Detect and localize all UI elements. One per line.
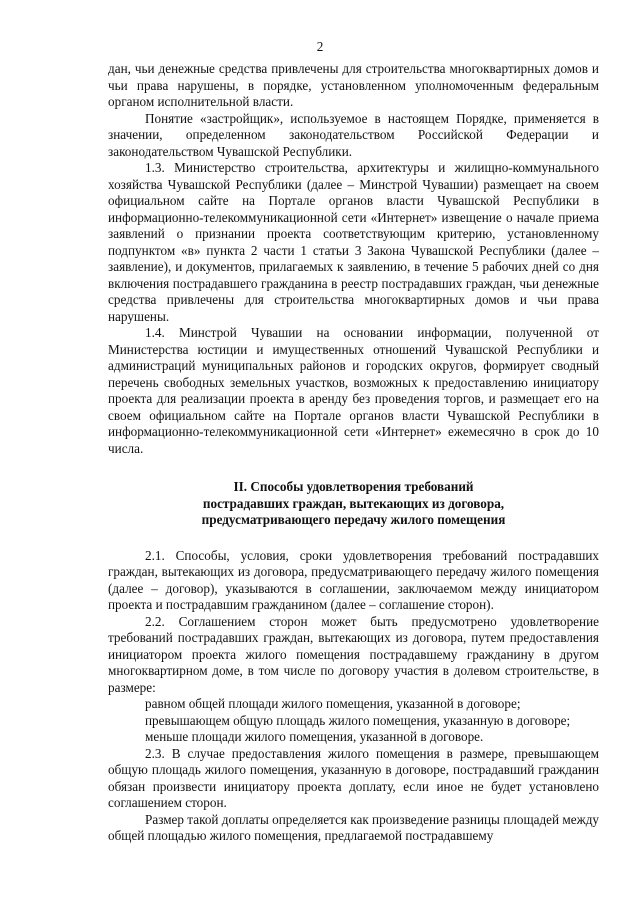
section-heading-line-1: II. Способы удовлетворения требований <box>233 479 474 494</box>
section-heading-line-2: пострадавших граждан, вытекающих из договора, <box>202 495 505 511</box>
paragraph-continuation: дан, чьи денежные средства привлечены для строительства многоквартирных домов и чьи права нарушены, в порядке, установленном уполномоченным федеральным органом исполнительной власти. <box>108 61 599 109</box>
paragraph-2-1: 2.1. Способы, условия, сроки удовлетворения требований пострадавших граждан, вытекающих из договора, предусматривающего передачу жилого помещения (далее – договор), указываются в соглашении, заключаемом между инициатором проекта и пострадавшим гражданином (далее – соглашение сторон). <box>108 547 599 612</box>
paragraph-developer-definition: Понятие «застройщик», используемое в настоящем Порядке, применяется в значении, определенном законодательством Российской Федерации и законодательством Чувашской Республики. <box>108 110 599 159</box>
list-item-less-area: меньше площади жилого помещения, указанной в договоре. <box>145 729 484 744</box>
paragraph-2-3: 2.3. В случае предоставления жилого помещения в размере, превышающем общую площадь жилого помещения, указанную в договоре, пострадавший гражданин обязан произвести инициатору проекта доплату, если иное не будет установлено соглашением сторон. <box>108 745 599 810</box>
document-body <box>108 61 599 845</box>
paragraph-surcharge: Размер такой доплаты определяется как произведение разницы площадей между общей площадью жилого помещения, предлагаемой пострадавшему <box>108 811 599 843</box>
paragraph-1-4: 1.4. Минстрой Чувашии на основании информации, полученной от Министерства юстиции и имущественных отношений Чувашской Республики и администраций муниципальных районов и городских округов, формирует сводный перечень свободных земельных участков, возможных к предоставлению инициатору проекта для реализации проекта в аренду без проведения торгов, и размещает его на своем официальном сайте на Портале органов власти Чувашской Республики в информационно-телекоммуникационной сети «Интернет» ежемесячно в срок до 10 числа. <box>108 325 599 456</box>
list-item-exceeding-area: превышающем общую площадь жилого помещения, указанную в договоре; <box>145 712 571 728</box>
paragraph-2-2: 2.2. Соглашением сторон может быть предусмотрено удовлетворение требований пострадавших граждан, вытекающих из договора, путем предоставления инициатором проекта жилого помещения пострадавшему гражданину в другом многоквартирном доме, в том числе по договору участия в долевом строительстве, в размере: <box>108 613 599 695</box>
page-number: 2 <box>316 39 324 54</box>
list-item-equal-area: равном общей площади жилого помещения, указанной в договоре; <box>145 696 521 711</box>
section-heading-line-3: предусматривающего передачу жилого помещения <box>201 512 506 527</box>
section-heading <box>108 479 599 529</box>
paragraph-1-3: 1.3. Министерство строительства, архитектуры и жилищно-коммунального хозяйства Чувашской Республики (далее – Минстрой Чувашии) размещает на своем официальном сайте на Портале органов власти Чувашской Республики в информационно-телекоммуникационной сети «Интернет» извещение о начале приема заявлений о признании проекта соответствующим критерию, установленному подпунктом «в» пункта 2 части 1 статьи 3 Закона Чувашской Республики (далее – заявление), и документов, прилагаемых к заявлению, в течение 5 рабочих дней со дня включения пострадавшего гражданина в реестр пострадавших граждан, чьи денежные средства привлечены для строительства многоквартирных домов и чьи права нарушены. <box>108 160 599 324</box>
